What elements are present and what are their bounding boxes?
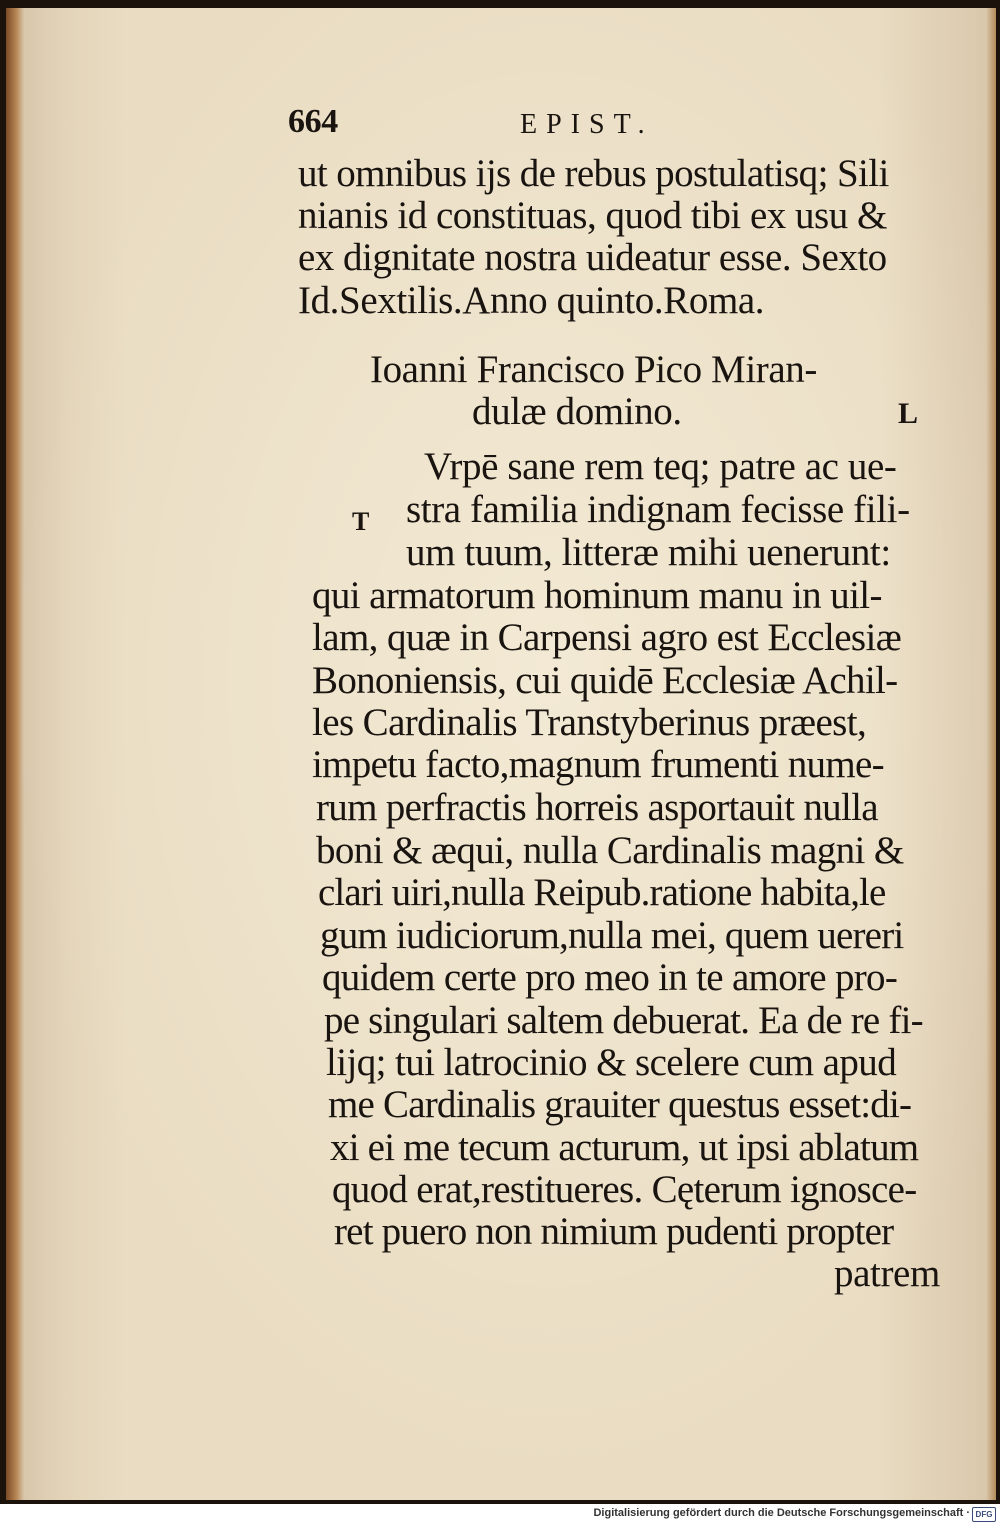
text-line: pe singulari saltem debuerat. Ea de re fi- xyxy=(324,999,923,1042)
text-line: ex dignitate nostra uideatur esse. Sexto xyxy=(298,236,887,279)
text-line: quidem certe pro meo in te amore pro- xyxy=(322,956,898,999)
dfg-logo-icon: DFG xyxy=(972,1507,996,1522)
text-line: me Cardinalis grauiter questus esset:di- xyxy=(328,1083,912,1126)
text-line: les Cardinalis Transtyberinus præest, xyxy=(312,701,867,744)
initial-letter: T xyxy=(352,507,369,536)
footer-credit: Digitalisierung gefördert durch die Deutsche Forschungsgemeinschaft · xyxy=(593,1507,970,1519)
page-number: 664 xyxy=(288,103,338,140)
letter-title-line: Ioanni Francisco Pico Miran- xyxy=(370,348,817,391)
text-line: lijq; tui latrocinio & scelere cum apud xyxy=(326,1041,897,1084)
text-line: Bononiensis, cui quidē Ecclesiæ Achil- xyxy=(312,659,898,702)
text-line: xi ei me tecum acturum, ut ipsi ablatum xyxy=(330,1126,919,1169)
text-line: quod erat,restitueres. Cęterum ignosce- xyxy=(332,1168,917,1211)
footer-bar xyxy=(0,1504,1000,1524)
text-line: qui armatorum hominum manu in uil- xyxy=(312,574,882,617)
signature-mark: L xyxy=(898,397,918,430)
text-line: rum perfractis horreis asportauit nulla xyxy=(316,786,878,829)
text-line: stra familia indignam fecisse fili- xyxy=(406,488,910,531)
text-line: lam, quæ in Carpensi agro est Ecclesiæ xyxy=(312,616,902,659)
text-line: gum iudiciorum,nulla mei, quem uereri xyxy=(320,914,904,957)
text-line: Id.Sextilis.Anno quinto.Roma. xyxy=(298,279,765,322)
letter-title-line: dulæ domino. xyxy=(472,390,682,433)
text-line: Vrpē sane rem teq; patre ac ue- xyxy=(424,445,897,488)
text-line: ut omnibus ijs de rebus postulatisq; Sili xyxy=(298,152,889,195)
catchword: patrem xyxy=(834,1252,940,1295)
book-spine-shadow xyxy=(6,8,24,1500)
text-line: boni & æqui, nulla Cardinalis magni & xyxy=(316,829,904,872)
text-line: ret puero non nimium pudenti propter xyxy=(334,1210,894,1253)
text-line: nianis id constituas, quod tibi ex usu & xyxy=(298,194,887,237)
text-line: clari uiri,nulla Reipub.ratione habita,le xyxy=(318,871,886,914)
text-line: impetu facto,magnum frumenti nume- xyxy=(312,743,884,786)
text-line: um tuum, litteræ mihi uenerunt: xyxy=(406,531,891,574)
running-title: EPIST. xyxy=(520,109,654,140)
page-edge xyxy=(986,8,996,1500)
